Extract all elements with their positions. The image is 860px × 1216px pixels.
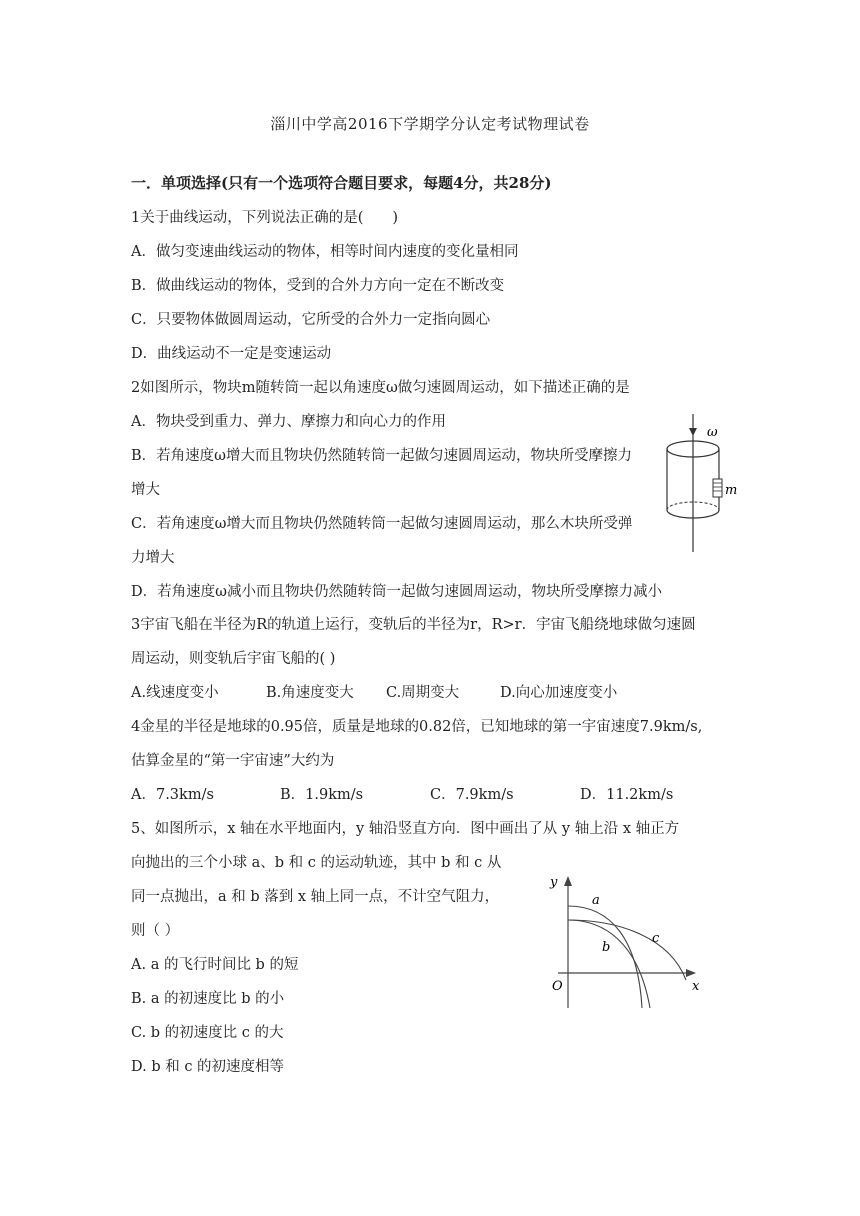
x-axis-label: x	[692, 979, 700, 994]
q5-stem-line4: 则（ ）	[131, 923, 180, 939]
q4-option-c: C．7.9km/s	[430, 787, 514, 803]
q3-option-c: C.周期变大	[386, 685, 460, 701]
omega-label: ω	[707, 425, 718, 440]
q4-stem-line1: 4金星的半径是地球的0.95倍，质量是地球的0.82倍，已知地球的第一宇宙速度7.9km/s,	[131, 719, 703, 735]
q2-stem: 2如图所示，物块m随转筒一起以角速度ω做匀速圆周运动，如下描述正确的是	[131, 380, 630, 396]
q4-option-b: B．1.9km/s	[280, 787, 364, 803]
projectile-trajectories-figure	[540, 868, 720, 1018]
curve-b-label: b	[602, 940, 611, 955]
q5-stem-line3: 同一点抛出，a 和 b 落到 x 轴上同一点，不计空气阻力，	[131, 889, 500, 905]
q3-option-d: D.向心加速度变小	[500, 685, 618, 701]
q3-option-b: B.角速度变大	[266, 685, 354, 701]
q2-option-c-line1: C．若角速度ω增大而且物块仍然随转筒一起做匀速圆周运动，那么木块所受弹	[131, 516, 633, 532]
q1-option-d: D．曲线运动不一定是变速运动	[131, 346, 332, 362]
q1-option-b: B．做曲线运动的物体，受到的合外力方向一定在不断改变	[131, 278, 505, 294]
q5-stem-line2: 向抛出的三个小球 a、b 和 c 的运动轨迹，其中 b 和 c 从	[131, 855, 502, 871]
mass-label: m	[725, 483, 738, 498]
x-axis-arrow-icon	[686, 969, 696, 977]
q3-stem-line2: 周运动，则变轨后宇宙飞船的( )	[131, 651, 336, 667]
q4-stem-line2: 估算金星的“第一宇宙速”大约为	[131, 753, 335, 769]
q5-option-a: A. a 的飞行时间比 b 的短	[131, 957, 299, 973]
q3-stem-line1: 3宇宙飞船在半径为R的轨道上运行，变轨后的半径为r，R>r．宇宙飞船绕地球做匀速圆	[131, 617, 696, 633]
q4-option-a: A．7.3km/s	[131, 787, 214, 803]
q2-option-c-line2: 力增大	[131, 550, 175, 566]
curve-a-label: a	[592, 893, 600, 908]
q1-option-c: C．只要物体做圆周运动，它所受的合外力一定指向圆心	[131, 312, 491, 328]
q1-stem: 1关于曲线运动，下列说法正确的是( )	[131, 210, 399, 226]
q2-option-b-line2: 增大	[131, 482, 160, 498]
section-heading: 一．单项选择(只有一个选项符合题目要求，每题4分，共28分)	[131, 174, 552, 192]
q3-option-a: A.线速度变小	[131, 685, 219, 701]
q2-option-b-line1: B．若角速度ω增大而且物块仍然随转筒一起做匀速圆周运动，物块所受摩擦力	[131, 448, 632, 464]
curve-c-label: c	[652, 931, 660, 946]
q2-option-d: D．若角速度ω减小而且物块仍然随转筒一起做匀速圆周运动，物块所受摩擦力减小	[131, 584, 662, 600]
q4-option-d: D．11.2km/s	[580, 787, 674, 803]
page-title: 淄川中学高2016下学期学分认定考试物理试卷	[270, 115, 590, 133]
q5-option-d: D. b 和 c 的初速度相等	[131, 1059, 285, 1075]
q2-option-a: A．物块受到重力、弹力、摩擦力和向心力的作用	[131, 414, 446, 430]
origin-label: O	[552, 979, 563, 994]
q5-option-c: C. b 的初速度比 c 的大	[131, 1025, 284, 1041]
q5-option-b: B. a 的初速度比 b 的小	[131, 991, 285, 1007]
rotating-cylinder-figure	[655, 412, 755, 554]
y-axis-arrow-icon	[564, 876, 572, 886]
y-axis-label: y	[550, 875, 558, 890]
q5-stem-line1: 5、如图所示，x 轴在水平地面内，y 轴沿竖直方向．图中画出了从 y 轴上沿 x 轴正方	[131, 821, 680, 837]
q1-option-a: A．做匀变速曲线运动的物体，相等时间内速度的变化量相同	[131, 244, 519, 260]
